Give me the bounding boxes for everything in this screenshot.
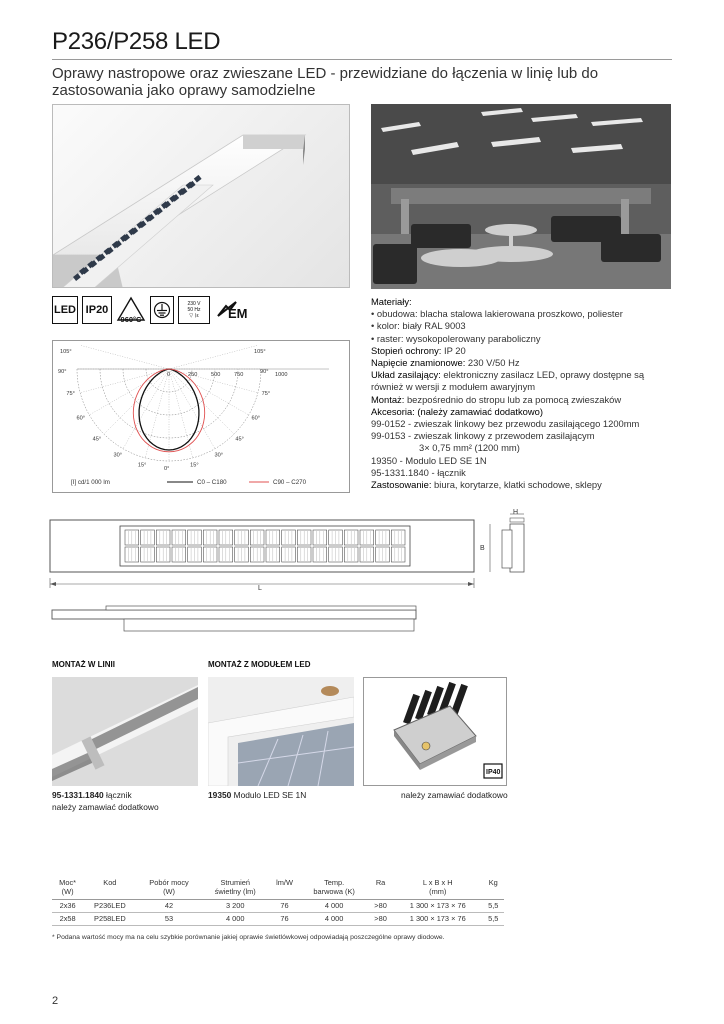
certification-icons xyxy=(52,296,292,326)
radial-scale-label: 0 xyxy=(167,372,171,378)
caption-module-text: Modulo LED SE 1N xyxy=(231,790,307,800)
radial-scale-label: 500 xyxy=(211,372,221,378)
mount-value: bezpośrednio do stropu lub za pomocą zwieszaków xyxy=(404,393,622,405)
table-cell: >80 xyxy=(368,900,393,913)
polar-angle-label: 45° xyxy=(92,436,102,443)
ip20-icon: IP20 xyxy=(82,296,112,324)
table-cell: 42 xyxy=(137,900,202,913)
dim-width-label: B xyxy=(480,545,485,552)
polar-angle-label: 90° xyxy=(58,369,67,375)
table-cell: 1 300 × 173 × 76 xyxy=(393,900,483,913)
polar-angle-label: 30° xyxy=(113,452,122,459)
caption-connector xyxy=(52,789,159,813)
radial-scale-label: 250 xyxy=(188,372,198,378)
polar-unit-label: [I] cd/1 000 lm xyxy=(71,479,110,486)
earth-icon xyxy=(150,296,174,324)
mount-label: Montaż: xyxy=(371,393,405,405)
polar-angle-label: 60° xyxy=(251,415,260,422)
mount-with-module-heading: MONTAŻ Z MODUŁEM LED xyxy=(208,660,311,669)
table-header-cell: Kod xyxy=(83,878,136,900)
svg-text:EM: EM xyxy=(228,306,248,321)
use-label: Zastosowanie: xyxy=(371,479,432,491)
use-value: biura, korytarze, klatki schodowe, sklepy xyxy=(431,479,602,491)
table-header-cell: Pobór mocy (W) xyxy=(137,878,202,900)
polar-angle-label: 105° xyxy=(60,349,72,355)
polar-angle-label: 45° xyxy=(235,436,244,443)
photo-led-module xyxy=(363,677,507,786)
polar-angle-label: 75° xyxy=(261,391,271,398)
ballast-label: Układ zasilający: xyxy=(371,369,441,381)
title-divider xyxy=(52,59,672,60)
voltage-label: Napięcie znamionowe: xyxy=(371,357,466,369)
specifications-block xyxy=(371,296,681,491)
table-cell: 76 xyxy=(269,900,300,913)
polar-angle-label: 75° xyxy=(66,391,75,398)
dimension-drawing xyxy=(40,506,680,636)
table-header-row xyxy=(52,878,504,900)
polar-angle-label: 105° xyxy=(254,349,266,355)
ip40-label: IP40 xyxy=(486,769,501,776)
table-header-cell: Strumień świetlny (lm) xyxy=(202,878,269,900)
caption-module-code: 19350 xyxy=(208,790,232,800)
polar-angle-label: 30° xyxy=(214,452,223,459)
caption-connector-note: należy zamawiać dodatkowo xyxy=(52,802,159,812)
table-cell: 5,5 xyxy=(483,913,504,926)
polar-angle-label: 0° xyxy=(164,466,170,472)
accessories-label: Akcesoria: (należy zamawiać dodatkowo) xyxy=(371,405,543,417)
table-cell: >80 xyxy=(368,913,393,926)
table-cell: 4 000 xyxy=(300,900,368,913)
table-header-cell: Moc* (W) xyxy=(52,878,83,900)
page-subtitle: Oprawy nastropowe oraz zwieszane LED - przewidziane do łączenia w linię lub do zastosowania jako oprawy samodzielne xyxy=(52,65,599,99)
polar-photometric-chart xyxy=(52,340,350,493)
table-header-cell: Temp. barwowa (K) xyxy=(300,878,368,900)
product-photo-fixture xyxy=(52,104,350,288)
table-cell: 53 xyxy=(137,913,202,926)
product-table xyxy=(52,878,504,926)
caption-module xyxy=(208,789,306,801)
accessory-item: 99-0152 - zwieszak linkowy bez przewodu zasilającego 1200mm xyxy=(371,418,640,430)
table-cell: 2x58 xyxy=(52,913,83,926)
radial-scale-label: 1000 xyxy=(275,372,288,378)
table-row xyxy=(52,913,504,926)
accessory-item: 99-0153 - zwieszak linkowy z przewodem zasilającym xyxy=(371,430,595,442)
table-header-cell: Ra xyxy=(368,878,393,900)
table-header-cell: L x B x H (mm) xyxy=(393,878,483,900)
material-item: • kolor: biały RAL 9003 xyxy=(371,320,466,332)
table-row xyxy=(52,900,504,913)
table-cell: P236LED xyxy=(83,900,136,913)
materials-label: Materiały: xyxy=(371,296,412,307)
photo-mount-in-line xyxy=(52,677,198,786)
mount-in-line-heading: MONTAŻ W LINII xyxy=(52,660,115,669)
legend-c0: C0 – C180 xyxy=(197,479,227,486)
table-cell: P258LED xyxy=(83,913,136,926)
table-cell: 3 200 xyxy=(202,900,269,913)
table-cell: 76 xyxy=(269,913,300,926)
table-header-cell: Kg xyxy=(483,878,504,900)
dim-height-label: H xyxy=(513,509,519,516)
radial-scale-label: 750 xyxy=(234,372,244,378)
polar-angle-label: 15° xyxy=(137,462,147,469)
voltage-badge: 230 V 50 Hz ▽ ⟨ε xyxy=(178,296,210,324)
caption-connector-text: łącznik xyxy=(103,790,132,800)
polar-spoke xyxy=(169,345,258,369)
page-number: 2 xyxy=(52,995,59,1007)
polar-angle-label: 60° xyxy=(76,415,85,422)
material-item: • raster: wysokopolerowany paraboliczny xyxy=(371,332,541,344)
ballast-value: elektroniczny zasilacz LED, oprawy dostępne są xyxy=(440,369,645,381)
table-cell: 2x36 xyxy=(52,900,83,913)
material-item: • obudowa: blacha stalowa lakierowana proszkowo, poliester xyxy=(371,308,623,320)
accessory-item-cont: 3× 0,75 mm² (1200 mm) xyxy=(419,442,520,454)
table-header-cell: lm/W xyxy=(269,878,300,900)
table-cell: 5,5 xyxy=(483,900,504,913)
polar-angle-label: 90° xyxy=(260,369,269,375)
em-emergency-icon xyxy=(214,296,260,324)
table-cell: 1 300 × 173 × 76 xyxy=(393,913,483,926)
dim-length-label: L xyxy=(258,585,262,592)
led-icon: LED xyxy=(52,296,78,324)
footnote: * Podana wartość mocy ma na celu szybkie porównanie jakiej oprawie świetlówkowej odpowiadają poszczególne oprawy diodowe. xyxy=(52,934,445,941)
ip-label: Stopień ochrony: xyxy=(371,344,442,356)
page-title: P236/P258 LED xyxy=(52,28,221,55)
legend-c90: C90 – C270 xyxy=(273,479,307,486)
table-cell: 4 000 xyxy=(202,913,269,926)
office-interior-photo xyxy=(371,104,671,289)
polar-angle-labels xyxy=(58,349,287,472)
glow-wire-icon: 960°C xyxy=(116,296,146,324)
polar-grid xyxy=(77,345,329,461)
ballast-value-cont: również w wersji z modułem awaryjnym xyxy=(371,381,536,393)
polar-spoke xyxy=(80,345,169,369)
table-cell: 4 000 xyxy=(300,913,368,926)
caption-connector-code: 95-1331.1840 xyxy=(52,790,104,800)
polar-angle-label: 15° xyxy=(190,462,199,469)
accessory-item: 95-1331.1840 - łącznik xyxy=(371,466,466,478)
accessory-item: 19350 - Modulo LED SE 1N xyxy=(371,454,487,466)
photo-mount-with-module xyxy=(208,677,354,786)
caption-module-note: należy zamawiać dodatkowo xyxy=(401,790,508,800)
voltage-value: 230 V/50 Hz xyxy=(465,357,520,369)
ip-value: IP 20 xyxy=(441,344,466,356)
